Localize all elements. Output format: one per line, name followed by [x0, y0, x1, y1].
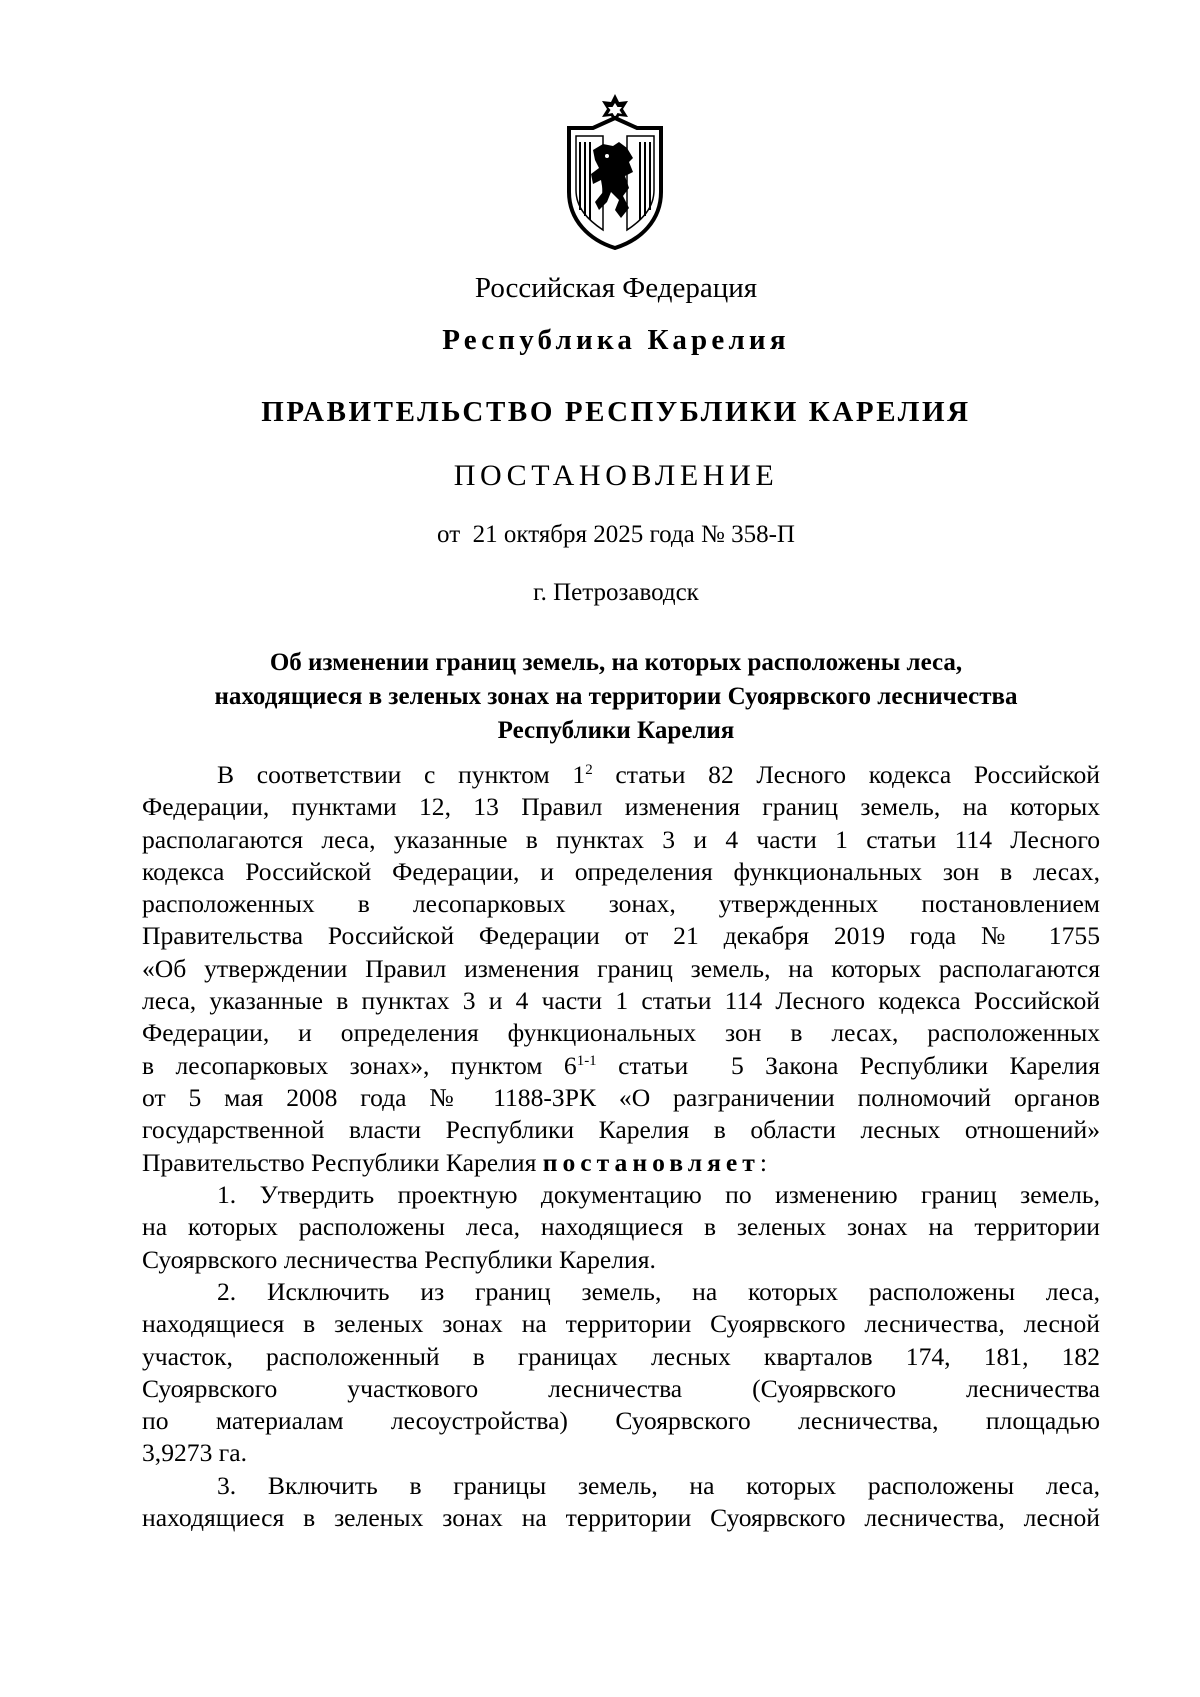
- text-line: Федерации, пунктами 12, 13 Правил изменения границ земель, на которых: [142, 792, 1100, 822]
- decree-title-line: находящиеся в зеленых зонах на территории Суоярвского лесничества: [214, 683, 1018, 710]
- text-line: Правительства Российской Федерации от 21 декабря 2019 года № 1755: [142, 921, 1100, 951]
- text-line: государственной власти Республики Карелия в области лесных отношений»: [142, 1115, 1100, 1145]
- government-name: ПРАВИТЕЛЬСТВО РЕСПУБЛИКИ КАРЕЛИЯ: [261, 396, 971, 428]
- text-line: участок, расположенный в границах лесных кварталов 174, 181, 182: [142, 1341, 1100, 1371]
- item-1-paragraph: [142, 1179, 1100, 1276]
- text-line: 3. Включить в границы земель, на которых расположены леса,: [217, 1471, 1100, 1500]
- text-line: находящиеся в зеленых зонах на территории Суоярвского лесничества, лесной: [142, 1503, 1100, 1533]
- decree-title-line: Республики Карелия: [497, 717, 735, 744]
- text-line: по материалам лесоустройства) Суоярвского лесничества, площадью: [142, 1406, 1100, 1436]
- document-type: ПОСТАНОВЛЕНИЕ: [453, 459, 779, 492]
- text-line: Федерации, и определения функциональных зон в лесах, расположенных: [142, 1018, 1100, 1048]
- text-line: 2. Исключить из границ земель, на которых расположены леса,: [217, 1277, 1100, 1306]
- text-line: леса, указанные в пунктах 3 и 4 части 1 статьи 114 Лесного кодекса Российской: [142, 986, 1100, 1016]
- text-line: на которых расположены леса, находящиеся в зеленых зонах на территории: [142, 1212, 1100, 1242]
- text-line: Суоярвского участкового лесничества (Суоярвского лесничества: [142, 1373, 1100, 1403]
- preamble-paragraph: [142, 759, 1100, 1179]
- decree-title-line: Об изменении границ земель, на которых расположены леса,: [269, 649, 963, 676]
- text-line: «Об утверждении Правил изменения границ земель, на которых располагаются: [142, 953, 1100, 983]
- coat-of-arms-icon: [563, 92, 667, 250]
- country-name: Российская Федерация: [474, 272, 758, 304]
- decree-resolution-word: постановляет: [542, 1147, 760, 1177]
- text-line: находящиеся в зеленых зонах на территории Суоярвского лесничества, лесной: [142, 1309, 1100, 1339]
- text-line: В соответствии с пунктом $1^2$ статьи 82 Лесного кодекса Российской: [217, 760, 1100, 789]
- text-line: 1. Утвердить проектную документацию по изменению границ земель,: [217, 1180, 1100, 1209]
- text-line: от 5 мая 2008 года № 1188-ЗРК «О разграничении полномочий органов: [142, 1082, 1100, 1112]
- text-line: располагаются леса, указанные в пунктах 3 и 4 части 1 статьи 114 Лесного: [142, 824, 1100, 854]
- text-line: Суоярвского лесничества Республики Карелия.: [142, 1244, 656, 1274]
- text-line: 3,9273 га.: [142, 1438, 248, 1468]
- karelia-coat-of-arms-emblem: [563, 92, 667, 250]
- item-2-paragraph: [142, 1276, 1100, 1470]
- text-line: Правительство Республики Карелия постановляет:: [142, 1147, 767, 1177]
- decree-city: г. Петрозаводск: [533, 579, 699, 606]
- text-line: кодекса Российской Федерации, и определения функциональных зон в лесах,: [142, 856, 1100, 886]
- decree-date-number: от 21 октября 2025 года № 358-П: [437, 521, 795, 548]
- republic-name: Республика Карелия: [442, 324, 790, 356]
- text-line: в лесопарковых зонах», пунктом 6$^{1-1}$ статьи 5 Закона Республики Карелия: [142, 1050, 1100, 1080]
- decree-title: [140, 646, 1092, 748]
- item-3-paragraph: [142, 1470, 1100, 1535]
- text-line: расположенных в лесопарковых зонах, утвержденных постановлением: [142, 889, 1100, 919]
